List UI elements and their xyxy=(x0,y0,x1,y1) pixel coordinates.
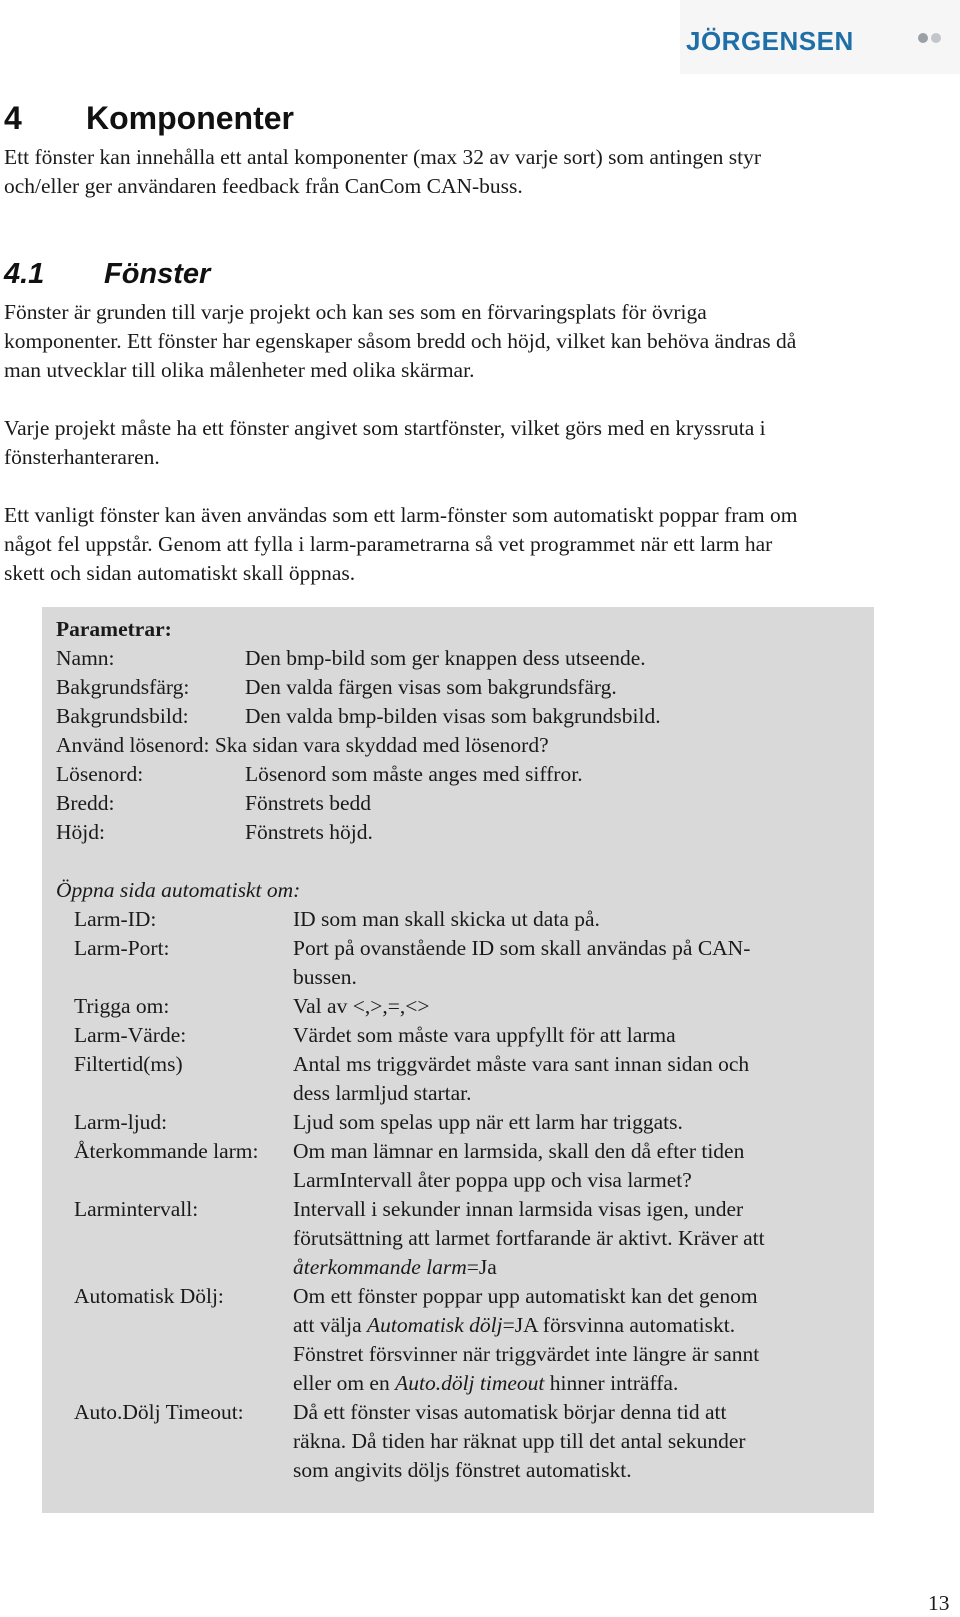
param-value: Lösenord som måste anges med siffror. xyxy=(245,762,583,786)
subsection-number: 4.1 xyxy=(4,258,45,290)
auto-value: Port på ovanstående ID som skall användas på CAN- xyxy=(293,936,751,960)
auto-value-cont xyxy=(293,1369,678,1398)
auto-label: Återkommande larm: xyxy=(74,1139,259,1163)
section-heading-4 xyxy=(4,98,294,138)
text-fragment: att välja xyxy=(293,1313,368,1337)
auto-label: Filtertid(ms) xyxy=(74,1052,183,1076)
param-label: Namn: xyxy=(56,646,115,670)
text-line: Varje projekt måste ha ett fönster angivet som startfönster, vilket görs med en kryssruta i xyxy=(4,416,766,440)
page-number: 13 xyxy=(928,1591,950,1615)
param-value: Fönstrets bedd xyxy=(245,791,372,815)
logo-wordmark: JÖRGENSEN xyxy=(686,26,854,56)
auto-label: Larm-ID: xyxy=(74,907,157,931)
auto-value-cont: Fönstret försvinner när triggvärdet inte längre är sannt xyxy=(293,1342,760,1366)
auto-value: Val av <,>,=,<> xyxy=(293,994,430,1018)
param-value: Den valda bmp-bilden visas som bakgrundsbild. xyxy=(245,704,661,728)
auto-label: Trigga om: xyxy=(74,994,170,1018)
section-title: Komponenter xyxy=(86,100,294,136)
auto-value: Antal ms triggvärdet måste vara sant innan sidan och xyxy=(293,1052,750,1076)
subsection-title: Fönster xyxy=(104,258,211,290)
param-value: Fönstrets höjd. xyxy=(245,820,373,844)
auto-value-cont: som angivits döljs fönstret automatiskt. xyxy=(293,1458,632,1482)
param-label: Höjd: xyxy=(56,820,105,844)
auto-value-cont: räkna. Då tiden har räknat upp till det antal sekunder xyxy=(293,1429,746,1453)
italic-term: återkommande larm xyxy=(293,1255,467,1279)
section-intro xyxy=(4,143,954,201)
auto-label: Larmintervall: xyxy=(74,1197,199,1221)
italic-term: Auto.dölj timeout xyxy=(395,1371,545,1395)
auto-value: Om man lämnar en larmsida, skall den då efter tiden xyxy=(293,1139,745,1163)
auto-open-heading: Öppna sida automatiskt om: xyxy=(56,878,301,902)
text-line: skett och sidan automatiskt skall öppnas. xyxy=(4,561,356,585)
text-line: och/eller ger användaren feedback från CanCom CAN-buss. xyxy=(4,174,523,198)
param-label: Bakgrundsfärg: xyxy=(56,675,190,699)
auto-value-cont xyxy=(293,1311,735,1340)
param-row xyxy=(56,731,549,760)
text-line: Ett vanligt fönster kan även användas som ett larm-fönster som automatiskt poppar fram om xyxy=(4,503,798,527)
param-label: Bakgrundsbild: xyxy=(56,704,189,728)
text-fragment: =JA försvinna automatiskt. xyxy=(502,1313,736,1337)
paragraph-1 xyxy=(4,298,954,385)
auto-label: Larm-Port: xyxy=(74,936,170,960)
auto-value: Värdet som måste vara uppfyllt för att larma xyxy=(293,1023,676,1047)
company-logo xyxy=(680,0,960,74)
auto-value: Om ett fönster poppar upp automatiskt kan det genom xyxy=(293,1284,758,1308)
auto-value: Då ett fönster visas automatisk börjar denna tid att xyxy=(293,1400,727,1424)
auto-label: Auto.Dölj Timeout: xyxy=(74,1400,244,1424)
param-value: Den valda färgen visas som bakgrundsfärg. xyxy=(245,675,617,699)
auto-value-cont xyxy=(293,1253,497,1282)
text-line: fönsterhanteraren. xyxy=(4,445,160,469)
param-value: Ska sidan vara skyddad med lösenord? xyxy=(214,733,549,757)
auto-value: Intervall i sekunder innan larmsida visas igen, under xyxy=(293,1197,744,1221)
param-label: Lösenord: xyxy=(56,762,144,786)
text-fragment: =Ja xyxy=(466,1255,497,1279)
italic-term: Automatisk dölj xyxy=(367,1313,503,1337)
auto-value-cont: LarmIntervall åter poppa upp och visa larmet? xyxy=(293,1168,692,1192)
logo-dots-icon xyxy=(918,33,948,47)
parameters-heading: Parametrar: xyxy=(56,617,172,641)
text-line: komponenter. Ett fönster har egenskaper såsom bredd och höjd, vilket kan behöva ändras då xyxy=(4,329,797,353)
auto-value-cont: bussen. xyxy=(293,965,357,989)
auto-value: ID som man skall skicka ut data på. xyxy=(293,907,600,931)
section-heading-4-1 xyxy=(4,256,210,292)
param-label: Använd lösenord: xyxy=(56,733,210,757)
text-line: något fel uppstår. Genom att fylla i larm-parametrarna så vet programmet när ett larm har xyxy=(4,532,773,556)
section-number: 4 xyxy=(4,100,22,136)
text-fragment: hinner inträffa. xyxy=(544,1371,679,1395)
auto-label: Automatisk Dölj: xyxy=(74,1284,224,1308)
text-line: man utvecklar till olika målenheter med olika skärmar. xyxy=(4,358,475,382)
auto-value: Ljud som spelas upp när ett larm har triggats. xyxy=(293,1110,683,1134)
paragraph-2 xyxy=(4,414,954,472)
text-line: Ett fönster kan innehålla ett antal komponenter (max 32 av varje sort) som antingen styr xyxy=(4,145,762,169)
text-fragment: eller om en xyxy=(293,1371,396,1395)
text-line: Fönster är grunden till varje projekt och kan ses som en förvaringsplats för övriga xyxy=(4,300,707,324)
auto-value-cont: förutsättning att larmet fortfarande är aktivt. Kräver att xyxy=(293,1226,765,1250)
param-value: Den bmp-bild som ger knappen dess utseende. xyxy=(245,646,646,670)
param-label: Bredd: xyxy=(56,791,115,815)
auto-label: Larm-ljud: xyxy=(74,1110,168,1134)
parameters-box xyxy=(42,607,874,1513)
paragraph-3 xyxy=(4,501,954,588)
auto-value-cont: dess larmljud startar. xyxy=(293,1081,472,1105)
auto-label: Larm-Värde: xyxy=(74,1023,187,1047)
